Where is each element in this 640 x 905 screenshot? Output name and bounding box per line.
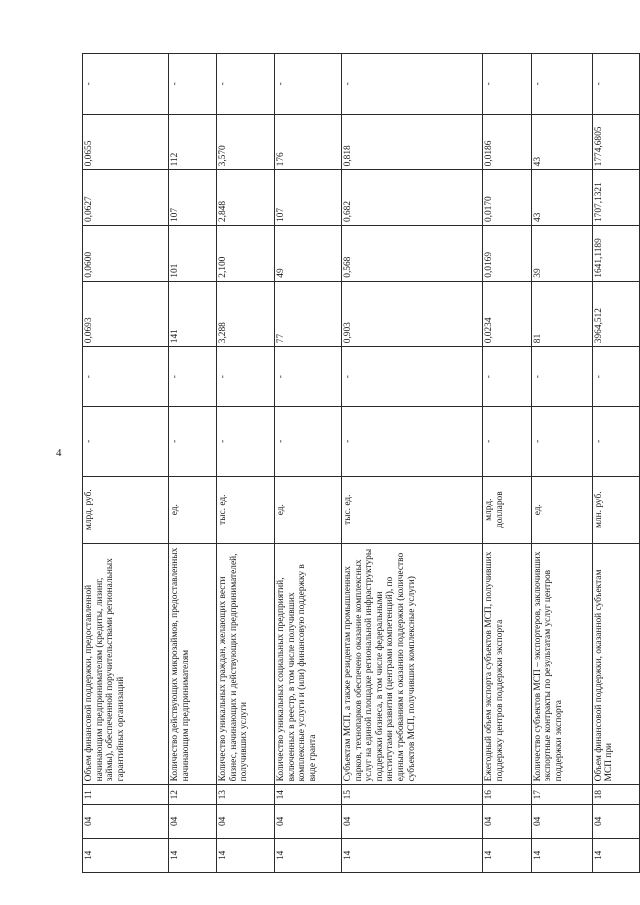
value-cell: -: [342, 54, 483, 115]
value-cell: 0,0170: [483, 170, 531, 226]
value-cell: -: [592, 347, 639, 407]
value-cell: 0,0186: [483, 114, 531, 170]
value-cell: -: [83, 347, 169, 407]
code-cell-b: 04: [168, 805, 216, 839]
value-cell: -: [592, 54, 639, 115]
value-cell: -: [592, 407, 639, 477]
value-cell: -: [217, 54, 275, 115]
value-cell: -: [274, 54, 341, 115]
unit-cell: млрд. руб.: [83, 476, 169, 543]
value-cell: 3964,512: [592, 281, 639, 347]
value-cell: 3,288: [217, 281, 275, 347]
value-cell: -: [274, 347, 341, 407]
code-cell-a: 14: [342, 838, 483, 872]
value-cell: 77: [274, 281, 341, 347]
table-row: [592, 54, 639, 873]
value-cell: -: [483, 54, 531, 115]
table-row: [274, 54, 341, 873]
value-cell: -: [483, 407, 531, 477]
value-cell: 0,0627: [83, 170, 169, 226]
value-cell: 0,0600: [83, 226, 169, 282]
value-cell: 43: [531, 170, 592, 226]
value-cell: -: [217, 347, 275, 407]
unit-cell: млрд. долларов: [483, 476, 531, 543]
indicator-name-cell: Количество субъектов МСП – экспортеров, заключивших экспортные контракты по результатам услуг центров поддержки экспорта: [531, 543, 592, 785]
value-cell: 1641,1189: [592, 226, 639, 282]
value-cell: -: [531, 347, 592, 407]
unit-cell: тыс. ед.: [217, 476, 275, 543]
row-number-cell: 18: [592, 785, 639, 805]
value-cell: 107: [168, 170, 216, 226]
value-cell: -: [531, 54, 592, 115]
value-cell: 101: [168, 226, 216, 282]
value-cell: 43: [531, 114, 592, 170]
code-cell-b: 04: [531, 805, 592, 839]
code-cell-a: 14: [168, 838, 216, 872]
indicator-name-cell: Объем финансовой поддержки, предоставленной начинающим предпринимателям (кредиты, лизинг, займы), обеспеченной поручительствами региональных гарантийных организаций: [83, 543, 169, 785]
value-cell: -: [274, 407, 341, 477]
value-cell: 2,100: [217, 226, 275, 282]
value-cell: 112: [168, 114, 216, 170]
value-cell: -: [342, 347, 483, 407]
value-cell: -: [168, 54, 216, 115]
row-number-cell: 17: [531, 785, 592, 805]
value-cell: 0,818: [342, 114, 483, 170]
value-cell: -: [83, 407, 169, 477]
code-cell-a: 14: [83, 838, 169, 872]
value-cell: 0,903: [342, 281, 483, 347]
unit-cell: тыс. ед.: [342, 476, 483, 543]
unit-cell: ед.: [168, 476, 216, 543]
code-cell-b: 04: [83, 805, 169, 839]
value-cell: -: [168, 347, 216, 407]
value-cell: 0,0655: [83, 114, 169, 170]
table-row: [342, 54, 483, 873]
code-cell-a: 14: [483, 838, 531, 872]
value-cell: 3,570: [217, 114, 275, 170]
value-cell: -: [531, 407, 592, 477]
table-row: [168, 54, 216, 873]
code-cell-a: 14: [531, 838, 592, 872]
code-cell-b: 04: [217, 805, 275, 839]
table-row: [483, 54, 531, 873]
unit-cell: ед.: [274, 476, 341, 543]
value-cell: 0,0234: [483, 281, 531, 347]
value-cell: 49: [274, 226, 341, 282]
value-cell: 0,0693: [83, 281, 169, 347]
table-row: [217, 54, 275, 873]
value-cell: -: [342, 407, 483, 477]
rotated-table-container: [82, 53, 640, 873]
value-cell: 176: [274, 114, 341, 170]
code-cell-b: 04: [483, 805, 531, 839]
value-cell: -: [168, 407, 216, 477]
row-number-cell: 15: [342, 785, 483, 805]
indicator-name-cell: Ежегодный объем экспорта субъектов МСП, получивших поддержку центров поддержки экспорта: [483, 543, 531, 785]
code-cell-b: 04: [274, 805, 341, 839]
table-row: [83, 54, 169, 873]
table-row: [531, 54, 592, 873]
value-cell: 0,0169: [483, 226, 531, 282]
row-number-cell: 12: [168, 785, 216, 805]
row-number-cell: 14: [274, 785, 341, 805]
unit-cell: млн. руб.: [592, 476, 639, 543]
value-cell: 107: [274, 170, 341, 226]
indicator-name-cell: Объем финансовой поддержки, оказанной субъектам МСП при: [592, 543, 639, 785]
row-number-cell: 13: [217, 785, 275, 805]
value-cell: 81: [531, 281, 592, 347]
indicator-table: [82, 53, 640, 873]
indicator-name-cell: Количество уникальных граждан, желающих вести бизнес, начинающих и действующих предпринимателей, получивших услуги: [217, 543, 275, 785]
value-cell: 2,848: [217, 170, 275, 226]
code-cell-a: 14: [274, 838, 341, 872]
value-cell: 0,682: [342, 170, 483, 226]
value-cell: -: [83, 54, 169, 115]
code-cell-b: 04: [592, 805, 639, 839]
page-number: 4: [56, 447, 62, 459]
value-cell: 1774,6805: [592, 114, 639, 170]
code-cell-a: 14: [217, 838, 275, 872]
indicator-name-cell: Количество действующих микрозаймов, предоставленных начинающим предпринимателям: [168, 543, 216, 785]
code-cell-b: 04: [342, 805, 483, 839]
value-cell: -: [483, 347, 531, 407]
row-number-cell: 16: [483, 785, 531, 805]
value-cell: -: [217, 407, 275, 477]
indicator-name-cell: Субъектам МСП, а также резидентам промышленных парков, технопарков обеспечено оказание комплексных услуг на единой площадке региональной инфраструктуры поддержки бизнеса, в том числе федеральными институтами развития (центрами компетенций), по единым требованиям к оказанию поддержки (количество субъектов МСП, получивших комплексные услуги): [342, 543, 483, 785]
row-number-cell: 11: [83, 785, 169, 805]
code-cell-a: 14: [592, 838, 639, 872]
indicator-name-cell: Количество уникальных социальных предприятий, включенных в реестр, в том числе получивших комплексные услуги и (или) финансовую поддержку в виде гранта: [274, 543, 341, 785]
value-cell: 39: [531, 226, 592, 282]
value-cell: 1707,1321: [592, 170, 639, 226]
value-cell: 141: [168, 281, 216, 347]
unit-cell: ед.: [531, 476, 592, 543]
value-cell: 0,568: [342, 226, 483, 282]
